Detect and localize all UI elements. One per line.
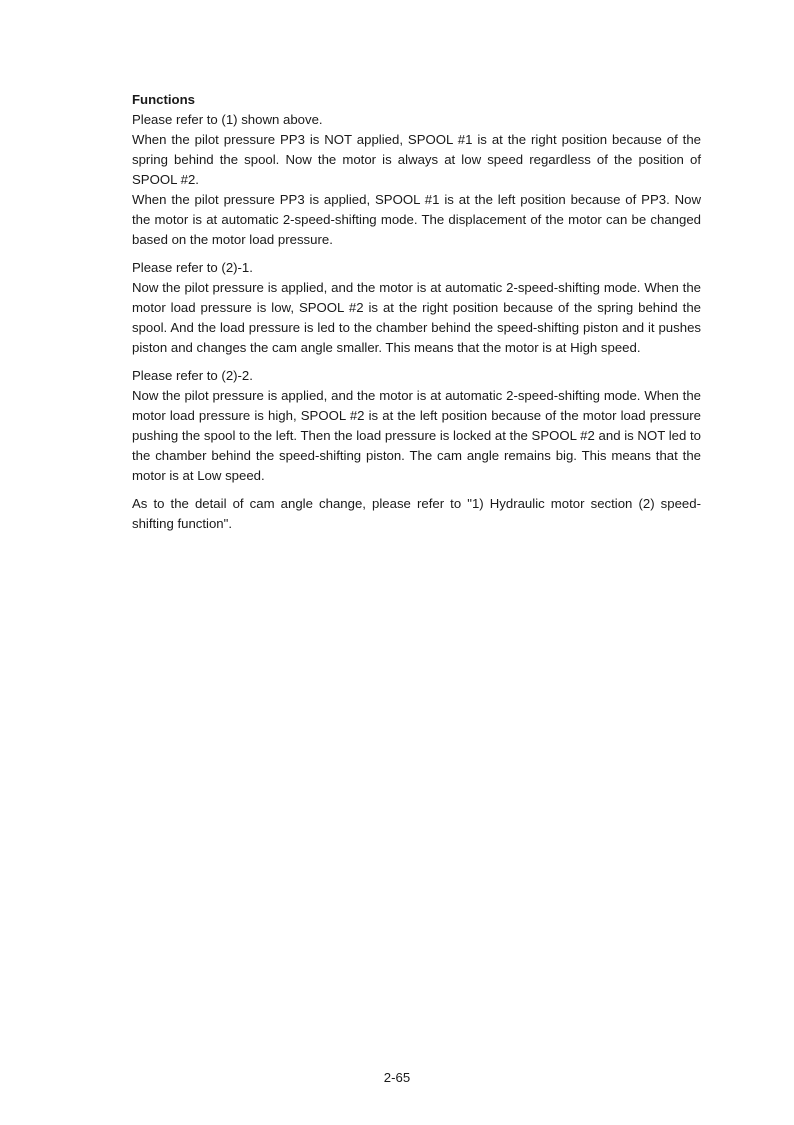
reference-line: Please refer to (2)-1. xyxy=(132,260,253,275)
paragraph-group-2-1 xyxy=(132,258,701,358)
document-body xyxy=(132,90,701,542)
section-heading: Functions xyxy=(132,92,196,107)
paragraph-group-cam-angle xyxy=(132,494,701,534)
paragraph: Now the pilot pressure is applied, and the motor is at automatic 2-speed-shifting mode. When the motor load pressure is low, SPOOL #2 is at the right position because of the spring behind the spool. And the load pressure is led to the chamber behind the speed-shifting piston and it pushes piston and changes the cam angle smaller. This means that the motor is at High speed. xyxy=(132,280,701,355)
paragraph: As to the detail of cam angle change, please refer to "1) Hydraulic motor section (2) speed-shifting function". xyxy=(132,496,701,531)
paragraph: Now the pilot pressure is applied, and the motor is at automatic 2-speed-shifting mode. When the motor load pressure is high, SPOOL #2 is at the left position because of the motor load pressure pushing the spool to the left. Then the load pressure is locked at the SPOOL #2 and is NOT led to the chamber behind the speed-shifting piston. The cam angle remains big. This means that the motor is at Low speed. xyxy=(132,388,701,483)
reference-line: Please refer to (1) shown above. xyxy=(132,112,323,127)
paragraph-group-spool1 xyxy=(132,110,701,250)
paragraph-group-2-2 xyxy=(132,366,701,486)
reference-line: Please refer to (2)-2. xyxy=(132,368,253,383)
page-number: 2-65 xyxy=(383,1070,411,1085)
paragraph: When the pilot pressure PP3 is NOT applied, SPOOL #1 is at the right position because of the spring behind the spool. Now the motor is always at low speed regardless of the position of SPOOL #2. xyxy=(132,132,701,187)
paragraph: When the pilot pressure PP3 is applied, SPOOL #1 is at the left position because of PP3. Now the motor is at automatic 2-speed-shifting mode. The displacement of the motor can be changed based on the motor load pressure. xyxy=(132,192,701,247)
